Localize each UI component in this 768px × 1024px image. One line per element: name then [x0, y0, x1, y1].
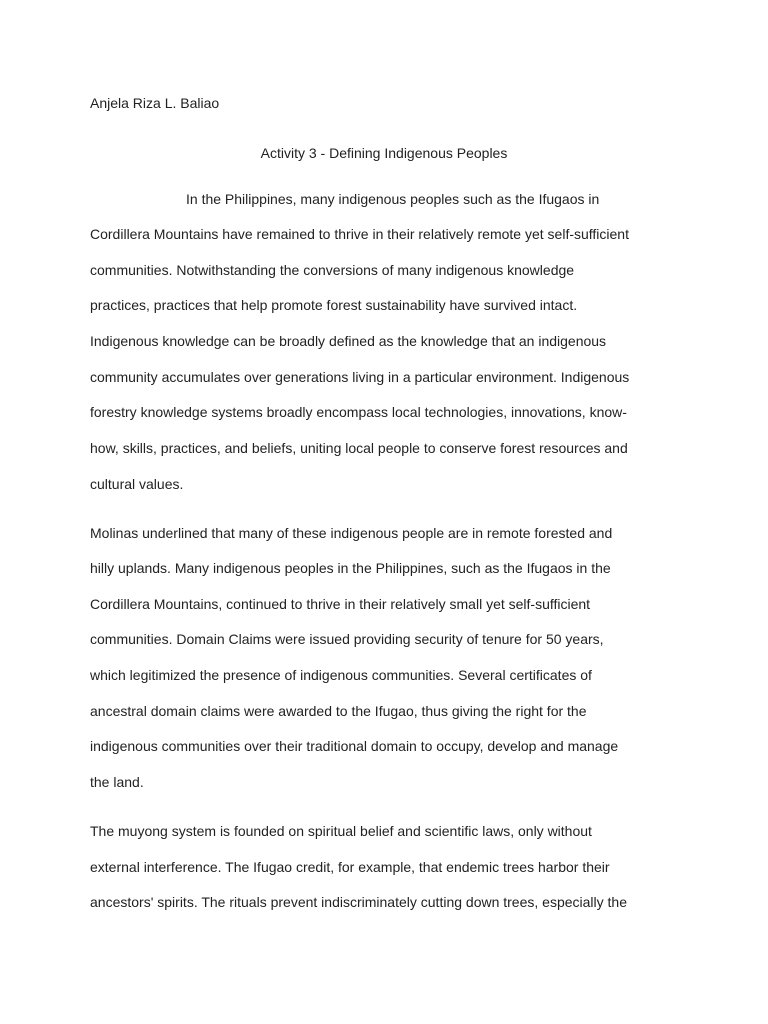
- document-title: Activity 3 - Defining Indigenous Peoples: [260, 145, 508, 161]
- paragraph-2-line-8: the land.: [90, 774, 144, 790]
- paragraph-3-line-1: The muyong system is founded on spiritual belief and scientific laws, only without: [90, 823, 592, 839]
- paragraph-1-line-8: how, skills, practices, and beliefs, uniting local people to conserve forest resources and: [90, 440, 628, 456]
- paragraph-2-line-7: indigenous communities over their traditional domain to occupy, develop and manage: [90, 738, 619, 754]
- paragraph-2-line-2: hilly uplands. Many indigenous peoples in the Philippines, such as the Ifugaos in the: [90, 560, 611, 576]
- paragraph-1-line-9: cultural values.: [90, 476, 184, 492]
- paragraph-1-line-3: communities. Notwithstanding the conversions of many indigenous knowledge: [90, 262, 575, 278]
- paragraph-2-line-4: communities. Domain Claims were issued providing security of tenure for 50 years,: [90, 631, 604, 647]
- paragraph-2-line-3: Cordillera Mountains, continued to thrive in their relatively small yet self-sufficient: [90, 596, 591, 612]
- author-name: Anjela Riza L. Baliao: [90, 95, 220, 111]
- paragraph-1-line-1: In the Philippines, many indigenous peoples such as the Ifugaos in: [186, 191, 600, 207]
- paragraph-2-line-5: which legitimized the presence of indigenous communities. Several certificates of: [90, 667, 592, 683]
- paragraph-1-line-6: community accumulates over generations living in a particular environment. Indigenous: [90, 369, 630, 385]
- paragraph-3-line-3: ancestors' spirits. The rituals prevent indiscriminately cutting down trees, especially the: [90, 894, 627, 910]
- paragraph-1-line-5: Indigenous knowledge can be broadly defined as the knowledge that an indigenous: [90, 333, 607, 349]
- paragraph-3-line-2: external interference. The Ifugao credit, for example, that endemic trees harbor their: [90, 859, 610, 875]
- paragraph-1-line-2: Cordillera Mountains have remained to thrive in their relatively remote yet self-sufficient: [90, 226, 629, 242]
- paragraph-1-line-4: practices, practices that help promote forest sustainability have survived intact.: [90, 297, 578, 313]
- paragraph-1-line-7: forestry knowledge systems broadly encompass local technologies, innovations, know-: [90, 404, 627, 420]
- paragraph-2-line-1: Molinas underlined that many of these indigenous people are in remote forested and: [90, 525, 613, 541]
- paragraph-2-line-6: ancestral domain claims were awarded to the Ifugao, thus giving the right for the: [90, 703, 587, 719]
